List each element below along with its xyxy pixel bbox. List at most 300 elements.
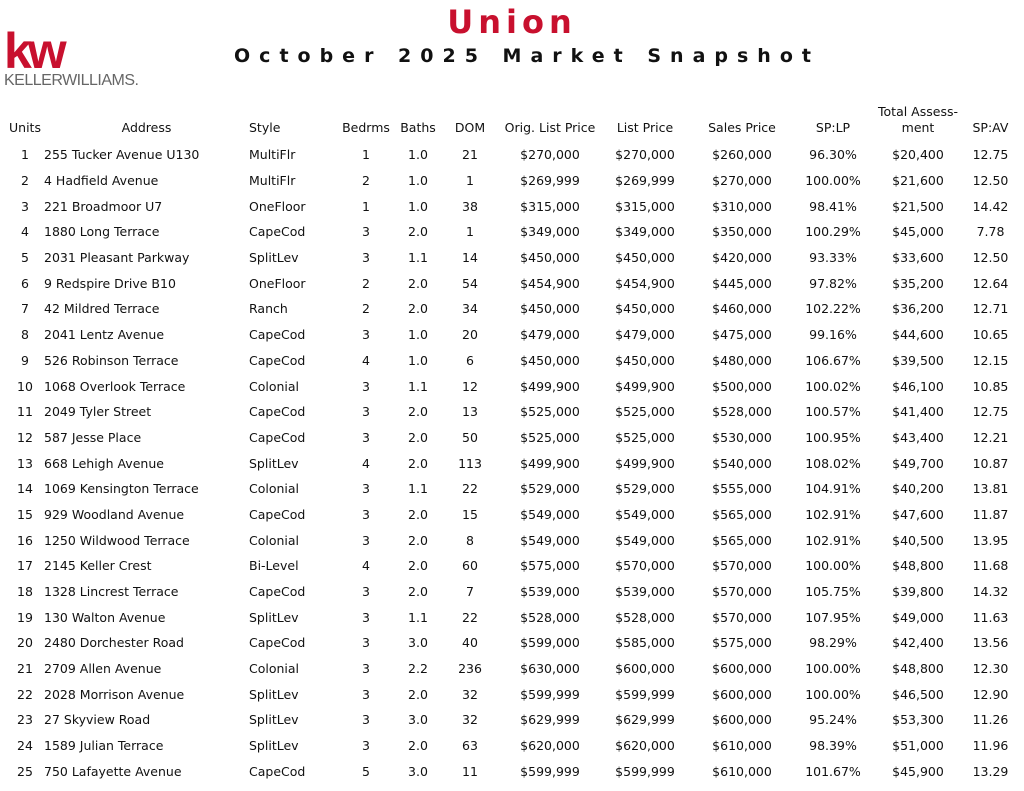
cell-dom: 34 — [462, 301, 478, 317]
table-row — [6, 630, 1018, 656]
cell-dom: 7 — [466, 584, 474, 600]
cell-bedrms: 3 — [362, 327, 370, 343]
cell-list-price: $599,999 — [615, 686, 675, 702]
cell-orig-list-price: $525,000 — [520, 429, 580, 445]
cell-sales-price: $475,000 — [712, 327, 772, 343]
cell-sp-lp: 100.00% — [805, 173, 861, 189]
cell-sp-lp: 100.00% — [805, 558, 861, 574]
cell-baths: 2.0 — [408, 738, 428, 754]
cell-total-assessment: $21,600 — [892, 173, 944, 189]
cell-list-price: $349,000 — [615, 224, 675, 240]
cell-total-assessment: $35,200 — [892, 275, 944, 291]
cell-sp-av: 12.71 — [972, 301, 1009, 317]
cell-sp-av: 7.78 — [976, 224, 1005, 240]
cell-list-price: $549,000 — [615, 532, 675, 548]
cell-sp-av: 12.30 — [972, 661, 1009, 677]
cell-sales-price: $420,000 — [712, 250, 772, 266]
cell-sp-av: 13.95 — [972, 532, 1009, 548]
cell-bedrms: 3 — [362, 506, 370, 522]
cell-unit: 5 — [21, 250, 29, 266]
cell-bedrms: 1 — [362, 147, 370, 163]
cell-total-assessment: $20,400 — [892, 147, 944, 163]
cell-sp-av: 10.85 — [972, 378, 1009, 394]
cell-dom: 21 — [462, 147, 478, 163]
table-row — [6, 425, 1018, 451]
cell-sp-av: 14.42 — [972, 198, 1009, 214]
cell-orig-list-price: $450,000 — [520, 352, 580, 368]
cell-orig-list-price: $450,000 — [520, 301, 580, 317]
cell-unit: 17 — [17, 558, 33, 574]
cell-baths: 2.0 — [408, 429, 428, 445]
cell-baths: 2.2 — [408, 661, 428, 677]
cell-sales-price: $565,000 — [712, 532, 772, 548]
cell-total-assessment: $41,400 — [892, 404, 944, 420]
cell-sp-lp: 100.95% — [805, 429, 861, 445]
cell-sp-lp: 98.29% — [809, 635, 857, 651]
cell-sp-lp: 100.02% — [805, 378, 861, 394]
cell-unit: 16 — [17, 532, 33, 548]
cell-style: SplitLev — [249, 686, 299, 702]
table-row — [6, 579, 1018, 605]
cell-sales-price: $575,000 — [712, 635, 772, 651]
cell-orig-list-price: $450,000 — [520, 250, 580, 266]
cell-dom: 1 — [466, 224, 474, 240]
cell-sp-lp: 102.91% — [805, 506, 861, 522]
cell-address: 2041 Lentz Avenue — [44, 327, 165, 343]
cell-unit: 14 — [17, 481, 33, 497]
cell-unit: 13 — [17, 455, 33, 471]
table-row — [6, 502, 1018, 528]
cell-dom: 32 — [462, 686, 478, 702]
cell-sales-price: $600,000 — [712, 661, 772, 677]
cell-sales-price: $570,000 — [712, 609, 772, 625]
col-list-price: List Price — [616, 120, 674, 135]
cell-style: CapeCod — [249, 224, 306, 240]
cell-style: Bi-Level — [249, 558, 299, 574]
cell-style: CapeCod — [249, 327, 306, 343]
cell-sp-lp: 93.33% — [809, 250, 857, 266]
cell-dom: 60 — [462, 558, 478, 574]
cell-baths: 1.0 — [408, 147, 428, 163]
cell-dom: 20 — [462, 327, 478, 343]
cell-baths: 2.0 — [408, 584, 428, 600]
cell-style: MultiFlr — [249, 173, 296, 189]
cell-orig-list-price: $269,999 — [520, 173, 580, 189]
cell-baths: 1.0 — [408, 173, 428, 189]
table-row — [6, 296, 1018, 322]
cell-list-price: $499,900 — [615, 455, 675, 471]
cell-orig-list-price: $630,000 — [520, 661, 580, 677]
cell-baths: 3.0 — [408, 635, 428, 651]
cell-dom: 40 — [462, 635, 478, 651]
cell-orig-list-price: $529,000 — [520, 481, 580, 497]
cell-sp-av: 12.50 — [972, 250, 1009, 266]
cell-list-price: $525,000 — [615, 429, 675, 445]
page-subtitle: October 2025 Market Snapshot — [234, 45, 820, 67]
col-orig-list-price: Orig. List Price — [504, 120, 596, 135]
table-row — [6, 168, 1018, 194]
cell-address: 27 Skyview Road — [44, 712, 151, 728]
cell-unit: 10 — [17, 378, 33, 394]
cell-bedrms: 3 — [362, 404, 370, 420]
table-row — [6, 604, 1018, 630]
cell-bedrms: 4 — [362, 558, 370, 574]
cell-baths: 2.0 — [408, 532, 428, 548]
cell-address: 42 Mildred Terrace — [44, 301, 160, 317]
cell-sales-price: $540,000 — [712, 455, 772, 471]
cell-baths: 3.0 — [408, 712, 428, 728]
cell-baths: 1.1 — [408, 609, 428, 625]
cell-sp-av: 10.87 — [972, 455, 1009, 471]
cell-sp-lp: 102.22% — [805, 301, 861, 317]
table-row — [6, 322, 1018, 348]
cell-sp-lp: 106.67% — [805, 352, 861, 368]
cell-list-price: $600,000 — [615, 661, 675, 677]
table-row — [6, 193, 1018, 219]
cell-sp-av: 11.87 — [972, 506, 1009, 522]
cell-list-price: $620,000 — [615, 738, 675, 754]
cell-total-assessment: $43,400 — [892, 429, 944, 445]
cell-baths: 2.0 — [408, 506, 428, 522]
cell-bedrms: 3 — [362, 532, 370, 548]
cell-sp-av: 13.56 — [972, 635, 1009, 651]
col-total-assessment-line1: Total Assess- — [878, 104, 958, 119]
cell-unit: 23 — [17, 712, 33, 728]
cell-unit: 4 — [21, 224, 29, 240]
table-row — [6, 476, 1018, 502]
cell-list-price: $450,000 — [615, 250, 675, 266]
cell-baths: 2.0 — [408, 455, 428, 471]
cell-list-price: $315,000 — [615, 198, 675, 214]
cell-sales-price: $610,000 — [712, 738, 772, 754]
cell-orig-list-price: $575,000 — [520, 558, 580, 574]
cell-unit: 12 — [17, 429, 33, 445]
cell-baths: 1.1 — [408, 481, 428, 497]
cell-sp-lp: 99.16% — [809, 327, 857, 343]
cell-bedrms: 4 — [362, 352, 370, 368]
cell-style: Colonial — [249, 661, 300, 677]
cell-total-assessment: $48,800 — [892, 558, 944, 574]
logo-wordmark: KELLERWILLIAMS. — [4, 72, 139, 89]
cell-dom: 236 — [458, 661, 482, 677]
cell-style: CapeCod — [249, 404, 306, 420]
cell-unit: 9 — [21, 352, 29, 368]
cell-bedrms: 4 — [362, 455, 370, 471]
cell-style: SplitLev — [249, 712, 299, 728]
cell-orig-list-price: $270,000 — [520, 147, 580, 163]
cell-list-price: $570,000 — [615, 558, 675, 574]
cell-style: Colonial — [249, 532, 300, 548]
cell-style: Colonial — [249, 378, 300, 394]
cell-bedrms: 3 — [362, 429, 370, 445]
cell-style: CapeCod — [249, 584, 306, 600]
cell-style: CapeCod — [249, 506, 306, 522]
col-sp-av: SP:AV — [972, 120, 1009, 135]
cell-sp-av: 13.81 — [972, 481, 1009, 497]
cell-sales-price: $570,000 — [712, 584, 772, 600]
cell-sales-price: $600,000 — [712, 712, 772, 728]
cell-address: 2028 Morrison Avenue — [44, 686, 185, 702]
cell-sp-lp: 100.57% — [805, 404, 861, 420]
col-baths: Baths — [400, 120, 436, 135]
cell-list-price: $499,900 — [615, 378, 675, 394]
col-sp-lp: SP:LP — [815, 120, 851, 135]
cell-list-price: $549,000 — [615, 506, 675, 522]
cell-sp-lp: 101.67% — [805, 763, 861, 779]
cell-dom: 15 — [462, 506, 478, 522]
col-total-assessment-line2: ment — [901, 120, 935, 135]
cell-address: 587 Jesse Place — [44, 429, 142, 445]
cell-baths: 2.0 — [408, 686, 428, 702]
cell-orig-list-price: $479,000 — [520, 327, 580, 343]
cell-sales-price: $310,000 — [712, 198, 772, 214]
cell-list-price: $269,999 — [615, 173, 675, 189]
cell-sp-av: 12.50 — [972, 173, 1009, 189]
cell-list-price: $450,000 — [615, 301, 675, 317]
table-row — [6, 270, 1018, 296]
col-bedrms: Bedrms — [342, 120, 390, 135]
cell-style: CapeCod — [249, 763, 306, 779]
cell-unit: 8 — [21, 327, 29, 343]
cell-orig-list-price: $349,000 — [520, 224, 580, 240]
cell-dom: 38 — [462, 198, 478, 214]
cell-sp-av: 14.32 — [972, 584, 1009, 600]
cell-bedrms: 3 — [362, 481, 370, 497]
cell-baths: 1.0 — [408, 198, 428, 214]
cell-address: 2709 Allen Avenue — [44, 661, 162, 677]
cell-address: 526 Robinson Terrace — [44, 352, 179, 368]
cell-bedrms: 3 — [362, 686, 370, 702]
cell-list-price: $528,000 — [615, 609, 675, 625]
cell-orig-list-price: $599,000 — [520, 635, 580, 651]
table-row — [6, 450, 1018, 476]
cell-sp-lp: 98.41% — [809, 198, 857, 214]
cell-dom: 8 — [466, 532, 474, 548]
cell-style: MultiFlr — [249, 147, 296, 163]
table-row — [6, 527, 1018, 553]
cell-unit: 1 — [21, 147, 29, 163]
cell-sp-lp: 96.30% — [809, 147, 857, 163]
cell-style: CapeCod — [249, 352, 306, 368]
cell-style: OneFloor — [249, 275, 306, 291]
cell-orig-list-price: $549,000 — [520, 532, 580, 548]
cell-unit: 24 — [17, 738, 33, 754]
cell-sp-av: 11.96 — [972, 738, 1009, 754]
cell-unit: 22 — [17, 686, 33, 702]
cell-total-assessment: $51,000 — [892, 738, 944, 754]
cell-orig-list-price: $528,000 — [520, 609, 580, 625]
cell-sales-price: $260,000 — [712, 147, 772, 163]
cell-sales-price: $600,000 — [712, 686, 772, 702]
cell-total-assessment: $39,800 — [892, 584, 944, 600]
cell-sales-price: $270,000 — [712, 173, 772, 189]
cell-unit: 18 — [17, 584, 33, 600]
cell-total-assessment: $48,800 — [892, 661, 944, 677]
cell-sp-lp: 95.24% — [809, 712, 857, 728]
cell-baths: 2.0 — [408, 404, 428, 420]
cell-orig-list-price: $499,900 — [520, 378, 580, 394]
cell-style: SplitLev — [249, 738, 299, 754]
col-dom: DOM — [454, 120, 486, 135]
cell-total-assessment: $46,500 — [892, 686, 944, 702]
cell-bedrms: 3 — [362, 661, 370, 677]
cell-list-price: $585,000 — [615, 635, 675, 651]
cell-total-assessment: $49,000 — [892, 609, 944, 625]
cell-sp-lp: 107.95% — [805, 609, 861, 625]
cell-bedrms: 3 — [362, 738, 370, 754]
cell-list-price: $529,000 — [615, 481, 675, 497]
cell-sales-price: $610,000 — [712, 763, 772, 779]
cell-sp-av: 13.29 — [972, 763, 1009, 779]
cell-sp-av: 12.90 — [972, 686, 1009, 702]
cell-baths: 1.1 — [408, 378, 428, 394]
cell-baths: 1.1 — [408, 250, 428, 266]
cell-total-assessment: $49,700 — [892, 455, 944, 471]
cell-orig-list-price: $599,999 — [520, 763, 580, 779]
cell-sp-av: 11.26 — [972, 712, 1009, 728]
cell-sp-lp: 98.39% — [809, 738, 857, 754]
cell-list-price: $270,000 — [615, 147, 675, 163]
cell-unit: 19 — [17, 609, 33, 625]
cell-address: 1069 Kensington Terrace — [44, 481, 199, 497]
cell-style: SplitLev — [249, 455, 299, 471]
cell-style: Ranch — [249, 301, 288, 317]
logo-mark: kw — [4, 23, 63, 79]
col-address: Address — [121, 120, 172, 135]
table-row — [6, 245, 1018, 271]
cell-sp-av: 12.21 — [972, 429, 1009, 445]
cell-style: CapeCod — [249, 635, 306, 651]
cell-address: 255 Tucker Avenue U130 — [44, 147, 200, 163]
cell-dom: 22 — [462, 609, 478, 625]
cell-orig-list-price: $629,999 — [520, 712, 580, 728]
cell-sp-av: 11.68 — [972, 558, 1009, 574]
cell-address: 1328 Lincrest Terrace — [44, 584, 179, 600]
cell-dom: 1 — [466, 173, 474, 189]
cell-bedrms: 3 — [362, 224, 370, 240]
cell-style: SplitLev — [249, 609, 299, 625]
cell-bedrms: 1 — [362, 198, 370, 214]
cell-total-assessment: $40,200 — [892, 481, 944, 497]
cell-address: 1250 Wildwood Terrace — [44, 532, 190, 548]
cell-bedrms: 5 — [362, 763, 370, 779]
cell-sp-av: 12.75 — [972, 147, 1009, 163]
cell-dom: 22 — [462, 481, 478, 497]
cell-sales-price: $460,000 — [712, 301, 772, 317]
cell-list-price: $629,999 — [615, 712, 675, 728]
table-row — [6, 219, 1018, 245]
cell-address: 4 Hadfield Avenue — [44, 173, 159, 189]
col-sales-price: Sales Price — [708, 120, 776, 135]
cell-list-price: $479,000 — [615, 327, 675, 343]
cell-baths: 1.0 — [408, 352, 428, 368]
cell-style: SplitLev — [249, 250, 299, 266]
cell-dom: 14 — [462, 250, 478, 266]
table-row — [6, 759, 1018, 785]
cell-style: CapeCod — [249, 429, 306, 445]
cell-sp-av: 10.65 — [972, 327, 1009, 343]
cell-orig-list-price: $599,999 — [520, 686, 580, 702]
cell-sp-lp: 100.00% — [805, 661, 861, 677]
cell-unit: 7 — [21, 301, 29, 317]
cell-dom: 12 — [462, 378, 478, 394]
cell-sp-lp: 108.02% — [805, 455, 861, 471]
cell-unit: 20 — [17, 635, 33, 651]
cell-orig-list-price: $539,000 — [520, 584, 580, 600]
cell-sales-price: $530,000 — [712, 429, 772, 445]
table-row — [6, 142, 1018, 168]
cell-total-assessment: $39,500 — [892, 352, 944, 368]
cell-sales-price: $350,000 — [712, 224, 772, 240]
cell-total-assessment: $53,300 — [892, 712, 944, 728]
cell-dom: 63 — [462, 738, 478, 754]
table-row — [6, 553, 1018, 579]
table-row — [6, 681, 1018, 707]
cell-sp-lp: 102.91% — [805, 532, 861, 548]
cell-orig-list-price: $549,000 — [520, 506, 580, 522]
cell-dom: 113 — [458, 455, 482, 471]
cell-baths: 2.0 — [408, 224, 428, 240]
cell-address: 221 Broadmoor U7 — [44, 198, 163, 214]
cell-bedrms: 2 — [362, 173, 370, 189]
cell-address: 2145 Keller Crest — [44, 558, 152, 574]
cell-sp-lp: 100.00% — [805, 686, 861, 702]
cell-dom: 11 — [462, 763, 478, 779]
cell-unit: 21 — [17, 661, 33, 677]
cell-dom: 32 — [462, 712, 478, 728]
cell-sp-lp: 104.91% — [805, 481, 861, 497]
cell-dom: 50 — [462, 429, 478, 445]
cell-address: 2049 Tyler Street — [44, 404, 152, 420]
cell-total-assessment: $46,100 — [892, 378, 944, 394]
cell-list-price: $539,000 — [615, 584, 675, 600]
cell-dom: 6 — [466, 352, 474, 368]
cell-dom: 13 — [462, 404, 478, 420]
cell-sp-av: 12.75 — [972, 404, 1009, 420]
cell-bedrms: 3 — [362, 378, 370, 394]
cell-sp-av: 12.15 — [972, 352, 1009, 368]
table-row — [6, 707, 1018, 733]
cell-orig-list-price: $620,000 — [520, 738, 580, 754]
cell-bedrms: 3 — [362, 250, 370, 266]
market-snapshot-table — [6, 92, 1018, 784]
table-row — [6, 656, 1018, 682]
cell-sales-price: $445,000 — [712, 275, 772, 291]
cell-list-price: $450,000 — [615, 352, 675, 368]
cell-address: 1068 Overlook Terrace — [44, 378, 186, 394]
cell-sales-price: $570,000 — [712, 558, 772, 574]
cell-dom: 54 — [462, 275, 478, 291]
cell-unit: 25 — [17, 763, 33, 779]
col-total-assessment — [873, 92, 963, 142]
cell-bedrms: 3 — [362, 712, 370, 728]
cell-bedrms: 2 — [362, 301, 370, 317]
cell-address: 1589 Julian Terrace — [44, 738, 164, 754]
table-header-row — [6, 92, 1018, 142]
cell-sales-price: $500,000 — [712, 378, 772, 394]
cell-unit: 2 — [21, 173, 29, 189]
cell-style: Colonial — [249, 481, 300, 497]
cell-bedrms: 3 — [362, 584, 370, 600]
cell-address: 130 Walton Avenue — [44, 609, 166, 625]
cell-sp-av: 11.63 — [972, 609, 1009, 625]
cell-total-assessment: $44,600 — [892, 327, 944, 343]
col-units: Units — [9, 120, 41, 135]
cell-sp-lp: 100.29% — [805, 224, 861, 240]
cell-baths: 1.0 — [408, 327, 428, 343]
cell-total-assessment: $47,600 — [892, 506, 944, 522]
cell-sp-lp: 97.82% — [809, 275, 857, 291]
